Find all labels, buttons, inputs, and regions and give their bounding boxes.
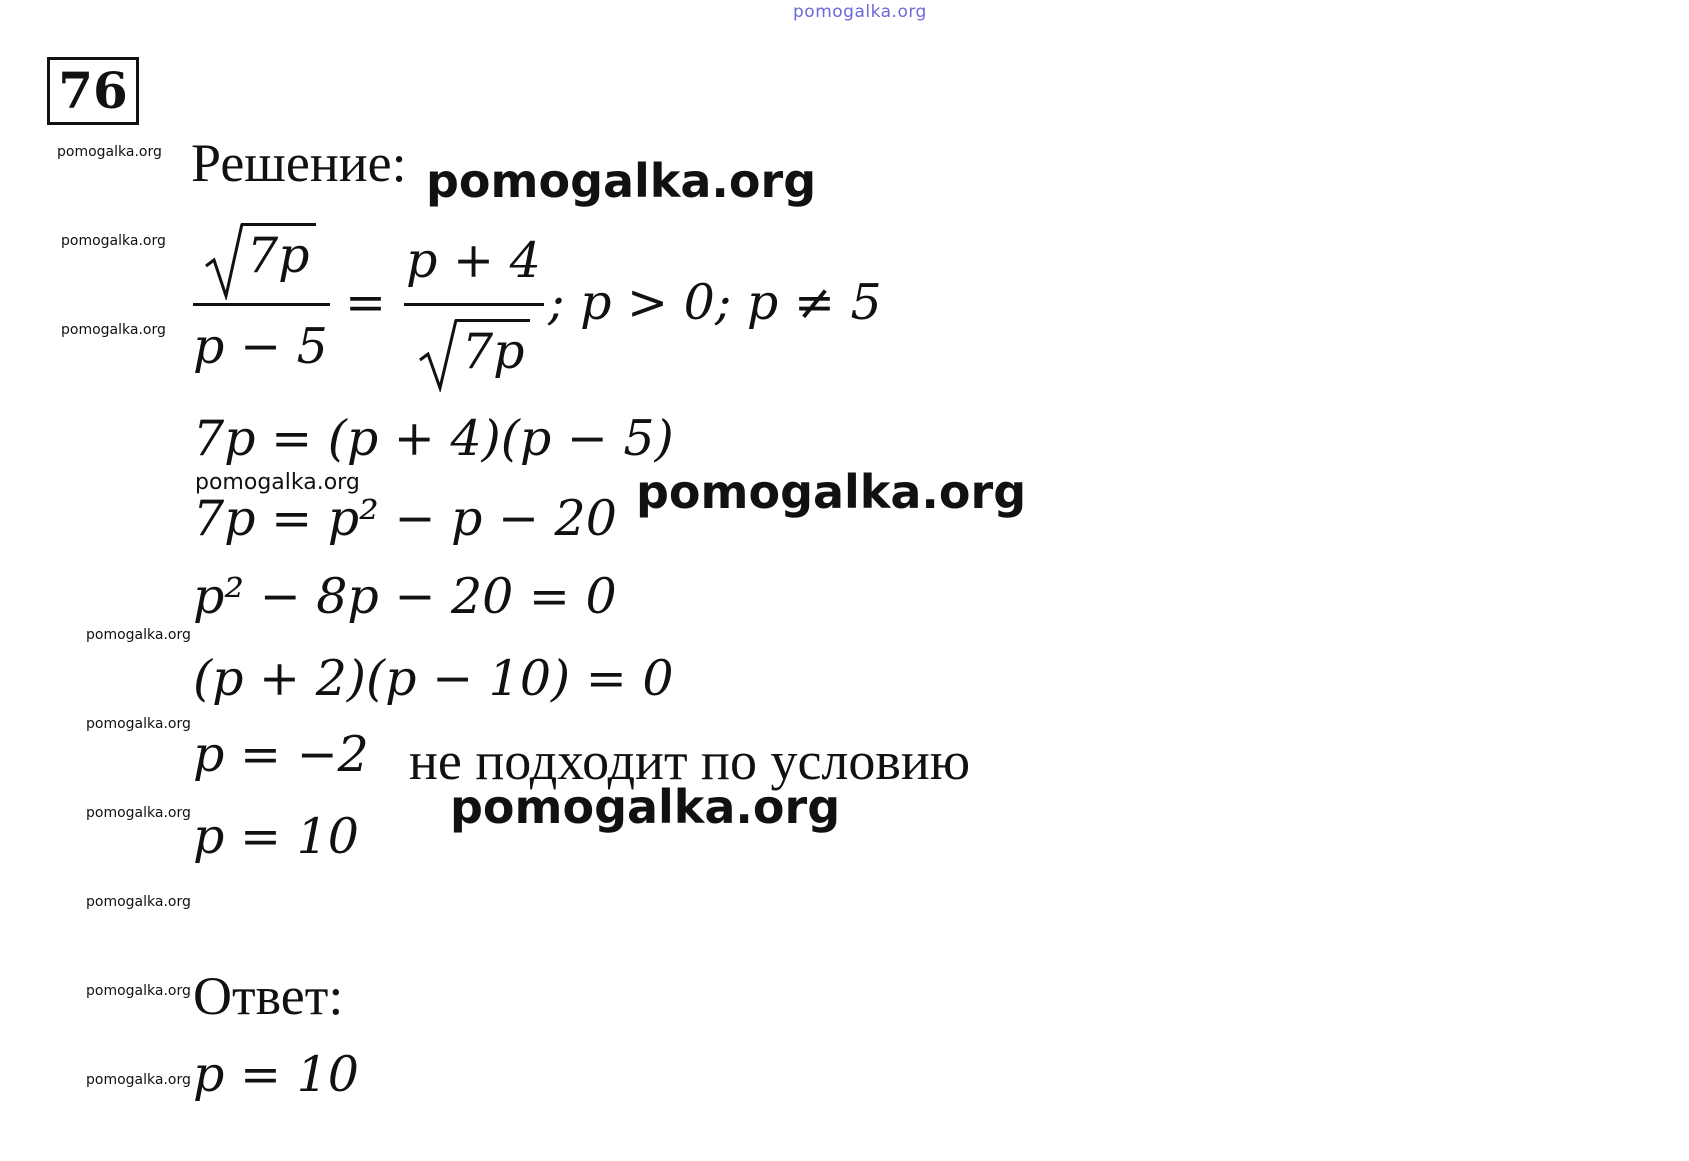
equals-sign: = [345,274,387,331]
sqrt-vinculum [455,319,530,322]
step-line: p² − 8p − 20 = 0 [193,568,617,625]
watermark: pomogalka.org [86,716,191,732]
watermark: pomogalka.org [61,233,166,249]
rejection-note: не подходит по условию [409,731,971,791]
watermark: pomogalka.org [86,983,191,999]
right-denominator: 7p [462,323,525,380]
watermark: pomogalka.org [61,322,166,338]
watermark-large: pomogalka.org [450,780,841,834]
sqrt-vinculum [241,223,316,226]
watermark-large: pomogalka.org [636,465,1027,519]
sqrt-sign-icon [204,220,244,300]
step-line: p = 10 [193,808,359,865]
step-line: 7p = (p + 4)(p − 5) [193,410,674,467]
answer-value: p = 10 [193,1046,359,1103]
right-numerator: p + 4 [406,232,541,289]
watermark: pomogalka.org [86,627,191,643]
step-line: (p + 2)(p − 10) = 0 [193,650,674,707]
solution-label: Решение: [191,133,407,193]
answer-label: Ответ: [193,966,344,1026]
right-fraction-bar [404,303,544,306]
step-line: 7p = p² − p − 20 [193,490,617,547]
watermark: pomogalka.org [86,1072,191,1088]
watermark: pomogalka.org [86,894,191,910]
watermark-large: pomogalka.org [426,154,817,208]
problem-number-badge: 76 [47,57,139,125]
sqrt-sign-icon [418,316,458,392]
domain-conditions: ; p > 0; p ≠ 5 [548,274,882,331]
watermark: pomogalka.org [57,144,162,160]
watermark: pomogalka.org [195,470,360,495]
left-fraction-bar [193,303,330,306]
left-numerator: 7p [247,227,310,284]
step-line: p = −2 [193,726,369,783]
left-denominator: p − 5 [193,318,328,375]
header-site-link[interactable]: pomogalka.org [793,2,927,22]
watermark: pomogalka.org [86,805,191,821]
